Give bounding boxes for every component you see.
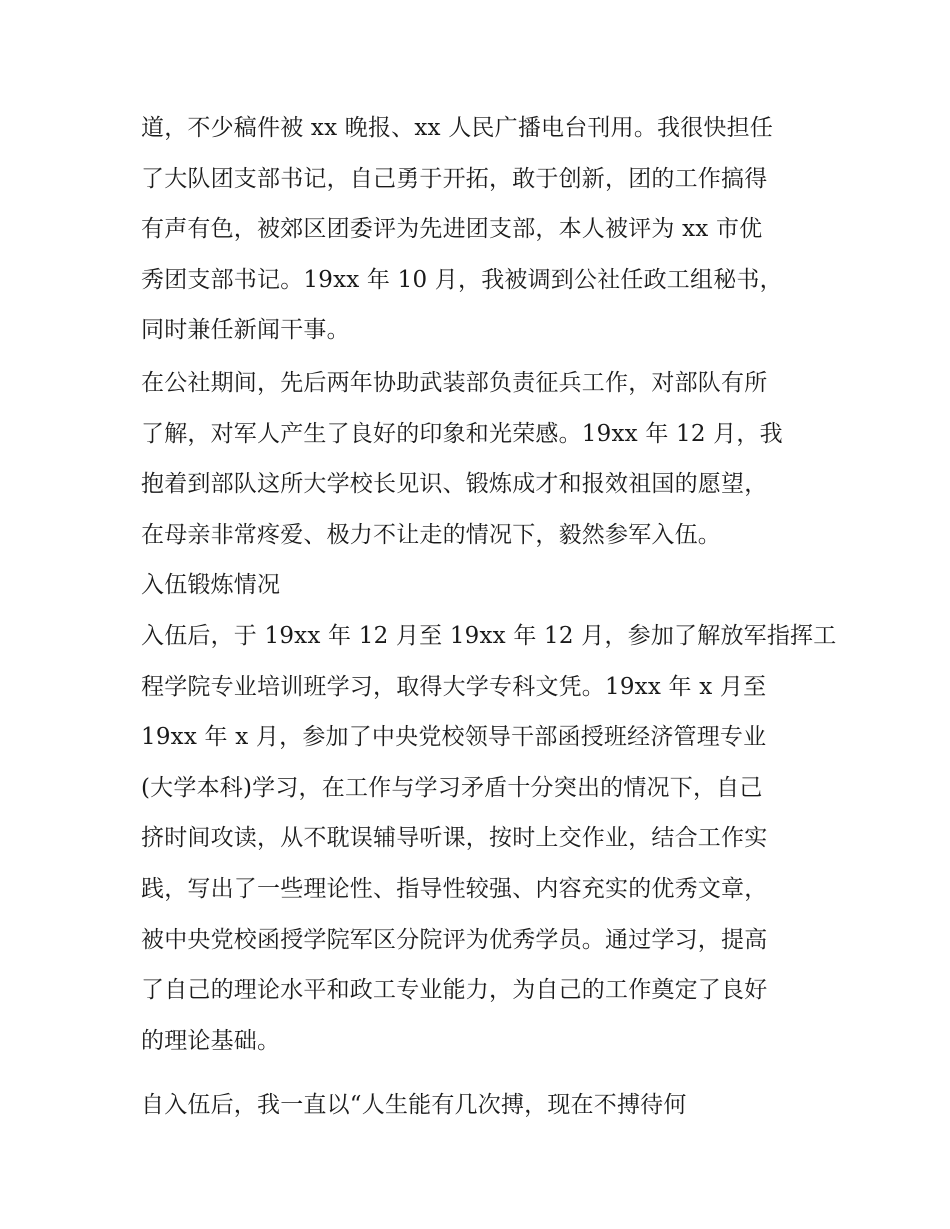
paragraph-2 (141, 358, 821, 560)
text-line: 19xx 年 x 月，参加了中央党校领导干部函授班经济管理专业 (141, 724, 767, 751)
text-line: 在母亲非常疼爱、极力不让走的情况下，毅然参军入伍。 (141, 521, 721, 548)
text-line: 了解，对军人产生了良好的印象和光荣感。19xx 年 12 月，我 (141, 420, 783, 447)
paragraph-4 (141, 1080, 821, 1131)
text-line: 同时兼任新闻干事。 (141, 317, 350, 344)
text-line: 挤时间攻读，从不耽误辅导听课，按时上交作业，结合工作实 (141, 825, 768, 852)
text-line: 了自己的理论水平和政工专业能力，为自己的工作奠定了良好 (141, 977, 768, 1004)
text-line: 自入伍后，我一直以“人生能有几次搏，现在不搏待何 (141, 1092, 687, 1119)
text-line: 的理论基础。 (141, 1027, 281, 1054)
paragraph-3 (141, 611, 837, 1066)
text-line: 入伍后，于 19xx 年 12 月至 19xx 年 12 月，参加了解放军指挥工 (141, 622, 837, 649)
section-heading (141, 560, 821, 611)
text-line: 程学院专业培训班学习，取得大学专科文凭。19xx 年 x 月至 (141, 673, 767, 700)
text-line: (大学本科)学习，在工作与学习矛盾十分突出的情况下，自己 (141, 774, 763, 801)
text-line: 了大队团支部书记，自己勇于开拓，敢于创新，团的工作搞得 (141, 165, 768, 192)
paragraph-spacer (141, 1066, 821, 1080)
text-line: 被中央党校函授学院军区分院评为优秀学员。通过学习，提高 (141, 926, 768, 953)
text-line: 践，写出了一些理论性、指导性较强、内容充实的优秀文章， (141, 875, 768, 902)
text-line: 在公社期间，先后两年协助武装部负责征兵工作，对部队有所 (141, 369, 768, 396)
paragraph-1 (141, 103, 821, 356)
text-line: 有声有色，被郊区团委评为先进团支部，本人被评为 xx 市优 (141, 216, 763, 243)
text-line: 道，不少稿件被 xx 晚报、xx 人民广播电台刊用。我很快担任 (141, 115, 774, 141)
text-line: 秀团支部书记。19xx 年 10 月，我被调到公社任政工组秘书， (141, 266, 783, 293)
section-heading-text: 入伍锻炼情况 (141, 572, 281, 599)
text-line: 抱着到部队这所大学校长见识、锻炼成才和报效祖国的愿望， (141, 471, 768, 498)
document-body (141, 103, 837, 1131)
